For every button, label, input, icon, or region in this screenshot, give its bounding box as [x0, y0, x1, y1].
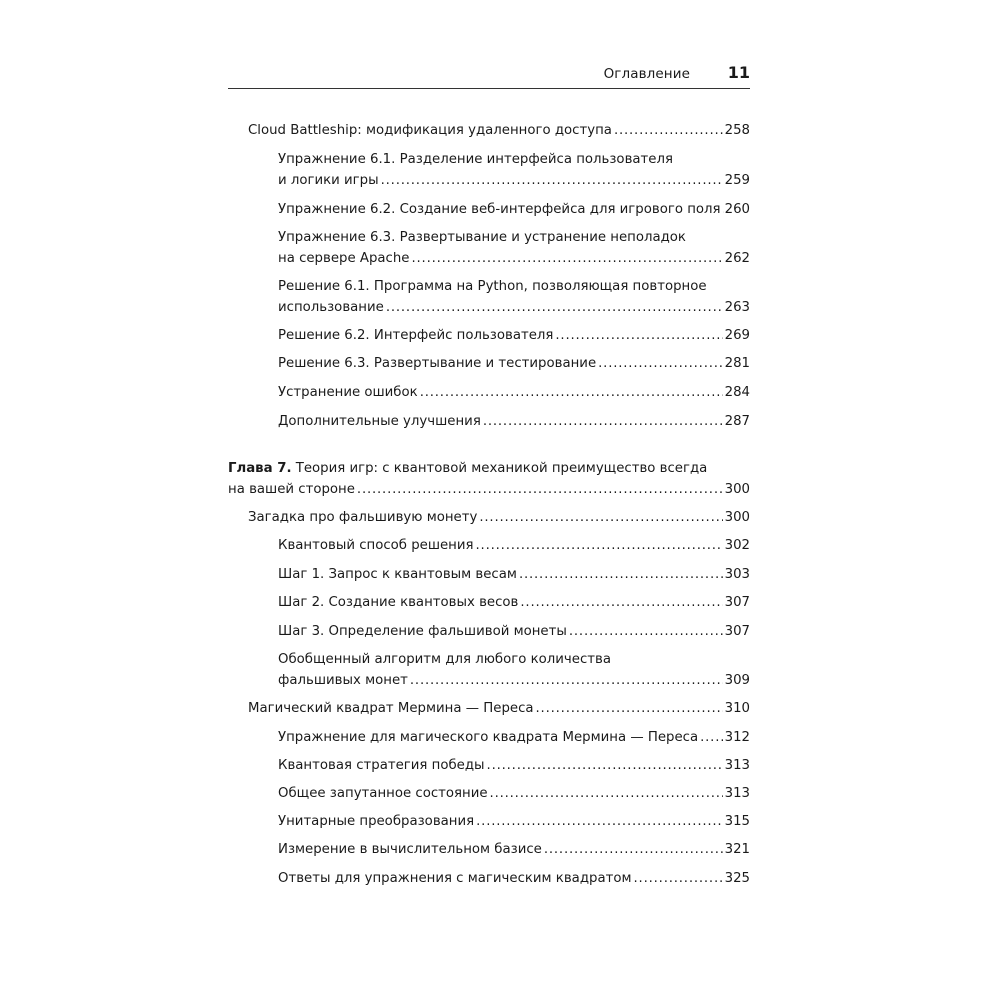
- toc-entry-section: [248, 507, 750, 528]
- toc-entry-subsection: [278, 227, 750, 269]
- toc-entry-page: 302: [724, 538, 750, 553]
- toc-entry-subsection: [278, 199, 750, 220]
- chapter-label: Глава 7.: [228, 461, 292, 476]
- dot-leader: [483, 411, 723, 432]
- toc-entry-subsection: [278, 727, 750, 748]
- toc-entry-title-line1: Обобщенный алгоритм для любого количества: [278, 652, 611, 667]
- dot-leader: [490, 783, 723, 804]
- toc-entry-title-line2: на сервере Apache: [278, 251, 410, 266]
- toc-entry-page: 263: [724, 300, 750, 315]
- dot-leader: [420, 382, 723, 403]
- toc-entry-subsection: [278, 868, 750, 889]
- toc-entry-page: 309: [724, 673, 750, 688]
- dot-leader: [544, 839, 723, 860]
- toc-entry-subsection: [278, 811, 750, 832]
- dot-leader: [520, 592, 722, 613]
- toc-entry-page: 313: [724, 758, 750, 773]
- toc-entry-page: 307: [724, 624, 750, 639]
- dot-leader: [536, 698, 723, 719]
- dot-leader: [634, 868, 723, 889]
- dot-leader: [555, 325, 722, 346]
- chapter-title-line1: [228, 458, 750, 479]
- toc-entry-title: Шаг 3. Определение фальшивой монеты: [278, 624, 567, 639]
- toc-entry-title-line1: Упражнение 6.1. Разделение интерфейса пользователя: [278, 152, 673, 167]
- toc-entry-subsection: [278, 325, 750, 346]
- toc-entry-title: Унитарные преобразования: [278, 814, 475, 829]
- toc-entry-subsection: [278, 353, 750, 374]
- toc-entry-title: Устранение ошибок: [278, 385, 418, 400]
- dot-leader: [410, 670, 723, 691]
- toc-entry-subsection: [278, 839, 750, 860]
- toc-entry-title-line1: Упражнение 6.3. Развертывание и устранение неполадок: [278, 230, 686, 245]
- chapter-title-text: Теория игр: с квантовой механикой преимущество всегда: [291, 461, 708, 476]
- toc-entry-page: 325: [724, 871, 750, 886]
- toc-entry-page: 310: [724, 701, 750, 716]
- chapter-title-line2: на вашей стороне: [228, 482, 355, 497]
- toc-entry-title-line2: и логики игры: [278, 173, 379, 188]
- toc-entry-title: Загадка про фальшивую монету: [248, 510, 478, 525]
- dot-leader: [386, 297, 723, 318]
- toc-entry-title-line2: использование: [278, 300, 384, 315]
- toc-entry-page: 303: [724, 567, 750, 582]
- dot-leader: [614, 120, 723, 141]
- toc-entry-page: 307: [724, 595, 750, 610]
- dot-leader: [519, 564, 723, 585]
- toc-entry-title: Решение 6.3. Развертывание и тестирование: [278, 356, 597, 371]
- toc-entry-title: Квантовый способ решения: [278, 538, 474, 553]
- dot-leader: [598, 353, 722, 374]
- running-header: [228, 60, 750, 89]
- dot-leader: [381, 170, 723, 191]
- toc-entry-title-line2: фальшивых монет: [278, 673, 408, 688]
- toc-entry-title: Упражнение для магического квадрата Мермина — Переса: [278, 730, 699, 745]
- toc-entry-subsection: [278, 535, 750, 556]
- toc-entry-page: 300: [724, 482, 750, 497]
- dot-leader: [411, 248, 722, 269]
- toc-entry-page: 284: [724, 385, 750, 400]
- toc-entry-page: 315: [724, 814, 750, 829]
- toc-entry-section: [248, 698, 750, 719]
- toc-entry-subsection: [278, 592, 750, 613]
- toc-entry-title: Решение 6.2. Интерфейс пользователя: [278, 328, 554, 343]
- toc-entry-page: 269: [724, 328, 750, 343]
- toc-entry-subsection: [278, 755, 750, 776]
- toc-entry-section: [248, 120, 750, 141]
- dot-leader: [487, 755, 723, 776]
- toc-entry-page: 287: [724, 414, 750, 429]
- dot-leader: [569, 621, 723, 642]
- toc-entry-title: Ответы для упражнения с магическим квадратом: [278, 871, 632, 886]
- dot-leader: [357, 479, 723, 500]
- toc-entry-page: 312: [724, 730, 750, 745]
- toc-entry-title: Квантовая стратегия победы: [278, 758, 485, 773]
- toc-entry-page: 259: [724, 173, 750, 188]
- toc-entry-subsection: [278, 276, 750, 318]
- header-page-number: 11: [727, 63, 750, 82]
- toc-entry-title: Шаг 2. Создание квантовых весов: [278, 595, 519, 610]
- toc-entry-page: 262: [724, 251, 750, 266]
- dot-leader: [476, 535, 723, 556]
- toc-entry-subsection: [278, 564, 750, 585]
- toc-entry-page: 300: [724, 510, 750, 525]
- toc-entry-page: 258: [724, 123, 750, 138]
- toc-entry-title: Шаг 1. Запрос к квантовым весам: [278, 567, 517, 582]
- toc-entry-title: Cloud Battleship: модификация удаленного доступа: [248, 123, 612, 138]
- dot-leader: [476, 811, 722, 832]
- toc-entry-title-line1: Решение 6.1. Программа на Python, позволяющая повторное: [278, 279, 707, 294]
- toc-entry-page: 281: [724, 356, 750, 371]
- toc-entry-subsection: [278, 382, 750, 403]
- toc-entry-title: Дополнительные улучшения: [278, 414, 481, 429]
- toc-entry-title: Упражнение 6.2. Создание веб-интерфейса для игрового поля: [278, 202, 721, 217]
- toc-entry-subsection: [278, 649, 750, 691]
- toc-entry-subsection: [278, 783, 750, 804]
- toc-entry-chapter: [228, 458, 750, 500]
- toc-entry-title: Магический квадрат Мермина — Переса: [248, 701, 534, 716]
- toc-entry-title: Измерение в вычислительном базисе: [278, 842, 542, 857]
- toc-entry-page: 260: [724, 202, 750, 217]
- toc-entry-subsection: [278, 621, 750, 642]
- toc-entry-page: 321: [724, 842, 750, 857]
- dot-leader: [479, 507, 722, 528]
- header-title: Оглавление: [603, 66, 690, 82]
- dot-leader: [700, 727, 723, 748]
- toc-entry-subsection: [278, 411, 750, 432]
- toc-entry-subsection: [278, 149, 750, 191]
- toc-entry-page: 313: [724, 786, 750, 801]
- toc-entry-title: Общее запутанное состояние: [278, 786, 488, 801]
